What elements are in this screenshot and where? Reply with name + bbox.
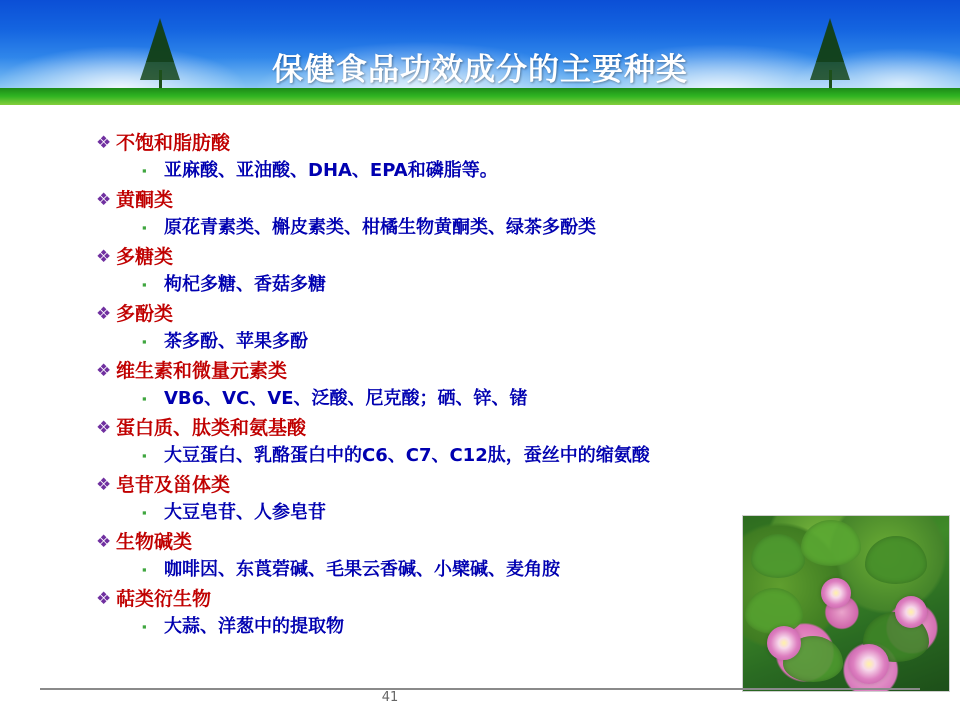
diamond-bullet-icon: ❖ xyxy=(96,418,112,437)
page-title: 保健食品功效成分的主要种类 xyxy=(272,52,688,88)
list-item-detail xyxy=(96,329,946,355)
detail-text: 大豆蛋白、乳酪蛋白中的C6、C7、C12肽，蚕丝中的缩氨酸 xyxy=(164,445,650,466)
heading-text: 萜类衍生物 xyxy=(116,588,212,610)
heading-text: 蛋白质、肽类和氨基酸 xyxy=(116,417,307,439)
square-bullet-icon: ▪ xyxy=(142,220,147,235)
list-item-heading xyxy=(96,358,946,384)
list-item-detail xyxy=(96,443,946,469)
heading-text: 生物碱类 xyxy=(116,531,193,553)
diamond-bullet-icon: ❖ xyxy=(96,589,112,608)
detail-text: 大豆皂苷、人参皂苷 xyxy=(164,502,326,523)
diamond-bullet-icon: ❖ xyxy=(96,133,112,152)
lotus-flower xyxy=(849,644,889,684)
diamond-bullet-icon: ❖ xyxy=(96,190,112,209)
heading-text: 黄酮类 xyxy=(116,189,174,211)
detail-text: 咖啡因、东莨菪碱、毛果云香碱、小檗碱、麦角胺 xyxy=(164,559,560,580)
detail-text: 大蒜、洋葱中的提取物 xyxy=(164,616,344,637)
square-bullet-icon: ▪ xyxy=(142,163,147,178)
square-bullet-icon: ▪ xyxy=(142,505,147,520)
diamond-bullet-icon: ❖ xyxy=(96,304,112,323)
list-item-detail xyxy=(96,158,946,184)
heading-text: 皂苷及甾体类 xyxy=(116,474,231,496)
water-lily-photo xyxy=(742,515,950,692)
square-bullet-icon: ▪ xyxy=(142,619,147,634)
list-item-heading xyxy=(96,415,946,441)
diamond-bullet-icon: ❖ xyxy=(96,532,112,551)
detail-text: 茶多酚、苹果多酚 xyxy=(164,331,308,352)
list-item-detail xyxy=(96,386,946,412)
detail-text: 亚麻酸、亚油酸、DHA、EPA和磷脂等。 xyxy=(164,160,498,181)
list-group xyxy=(96,301,946,355)
heading-text: 多糖类 xyxy=(116,246,174,268)
heading-text: 多酚类 xyxy=(116,303,174,325)
heading-text: 维生素和微量元素类 xyxy=(116,360,288,382)
square-bullet-icon: ▪ xyxy=(142,391,147,406)
slide-header-banner xyxy=(0,0,960,104)
list-item-detail xyxy=(96,272,946,298)
detail-text: 原花青素类、槲皮素类、柑橘生物黄酮类、绿茶多酚类 xyxy=(164,217,596,238)
lily-pad xyxy=(865,536,927,584)
square-bullet-icon: ▪ xyxy=(142,448,147,463)
list-item-heading xyxy=(96,187,946,213)
list-group xyxy=(96,187,946,241)
lily-pad xyxy=(801,520,861,566)
list-group xyxy=(96,415,946,469)
banner-green-stripe xyxy=(0,88,960,106)
diamond-bullet-icon: ❖ xyxy=(96,247,112,266)
detail-text: VB6、VC、VE、泛酸、尼克酸；硒、锌、锗 xyxy=(164,388,528,409)
list-item-detail xyxy=(96,215,946,241)
lotus-flower xyxy=(895,596,927,628)
list-group xyxy=(96,130,946,184)
lotus-flower xyxy=(821,578,851,608)
lotus-flower xyxy=(767,626,801,660)
lily-pad xyxy=(745,588,803,634)
square-bullet-icon: ▪ xyxy=(142,277,147,292)
lily-pad xyxy=(751,534,805,578)
square-bullet-icon: ▪ xyxy=(142,334,147,349)
detail-text: 枸杞多糖、香菇多糖 xyxy=(164,274,326,295)
list-group xyxy=(96,358,946,412)
list-item-heading xyxy=(96,472,946,498)
list-item-heading xyxy=(96,244,946,270)
page-number: 41 xyxy=(381,690,399,705)
list-item-heading xyxy=(96,130,946,156)
diamond-bullet-icon: ❖ xyxy=(96,361,112,380)
list-group xyxy=(96,244,946,298)
diamond-bullet-icon: ❖ xyxy=(96,475,112,494)
list-item-heading xyxy=(96,301,946,327)
square-bullet-icon: ▪ xyxy=(142,562,147,577)
heading-text: 不饱和脂肪酸 xyxy=(116,132,231,154)
